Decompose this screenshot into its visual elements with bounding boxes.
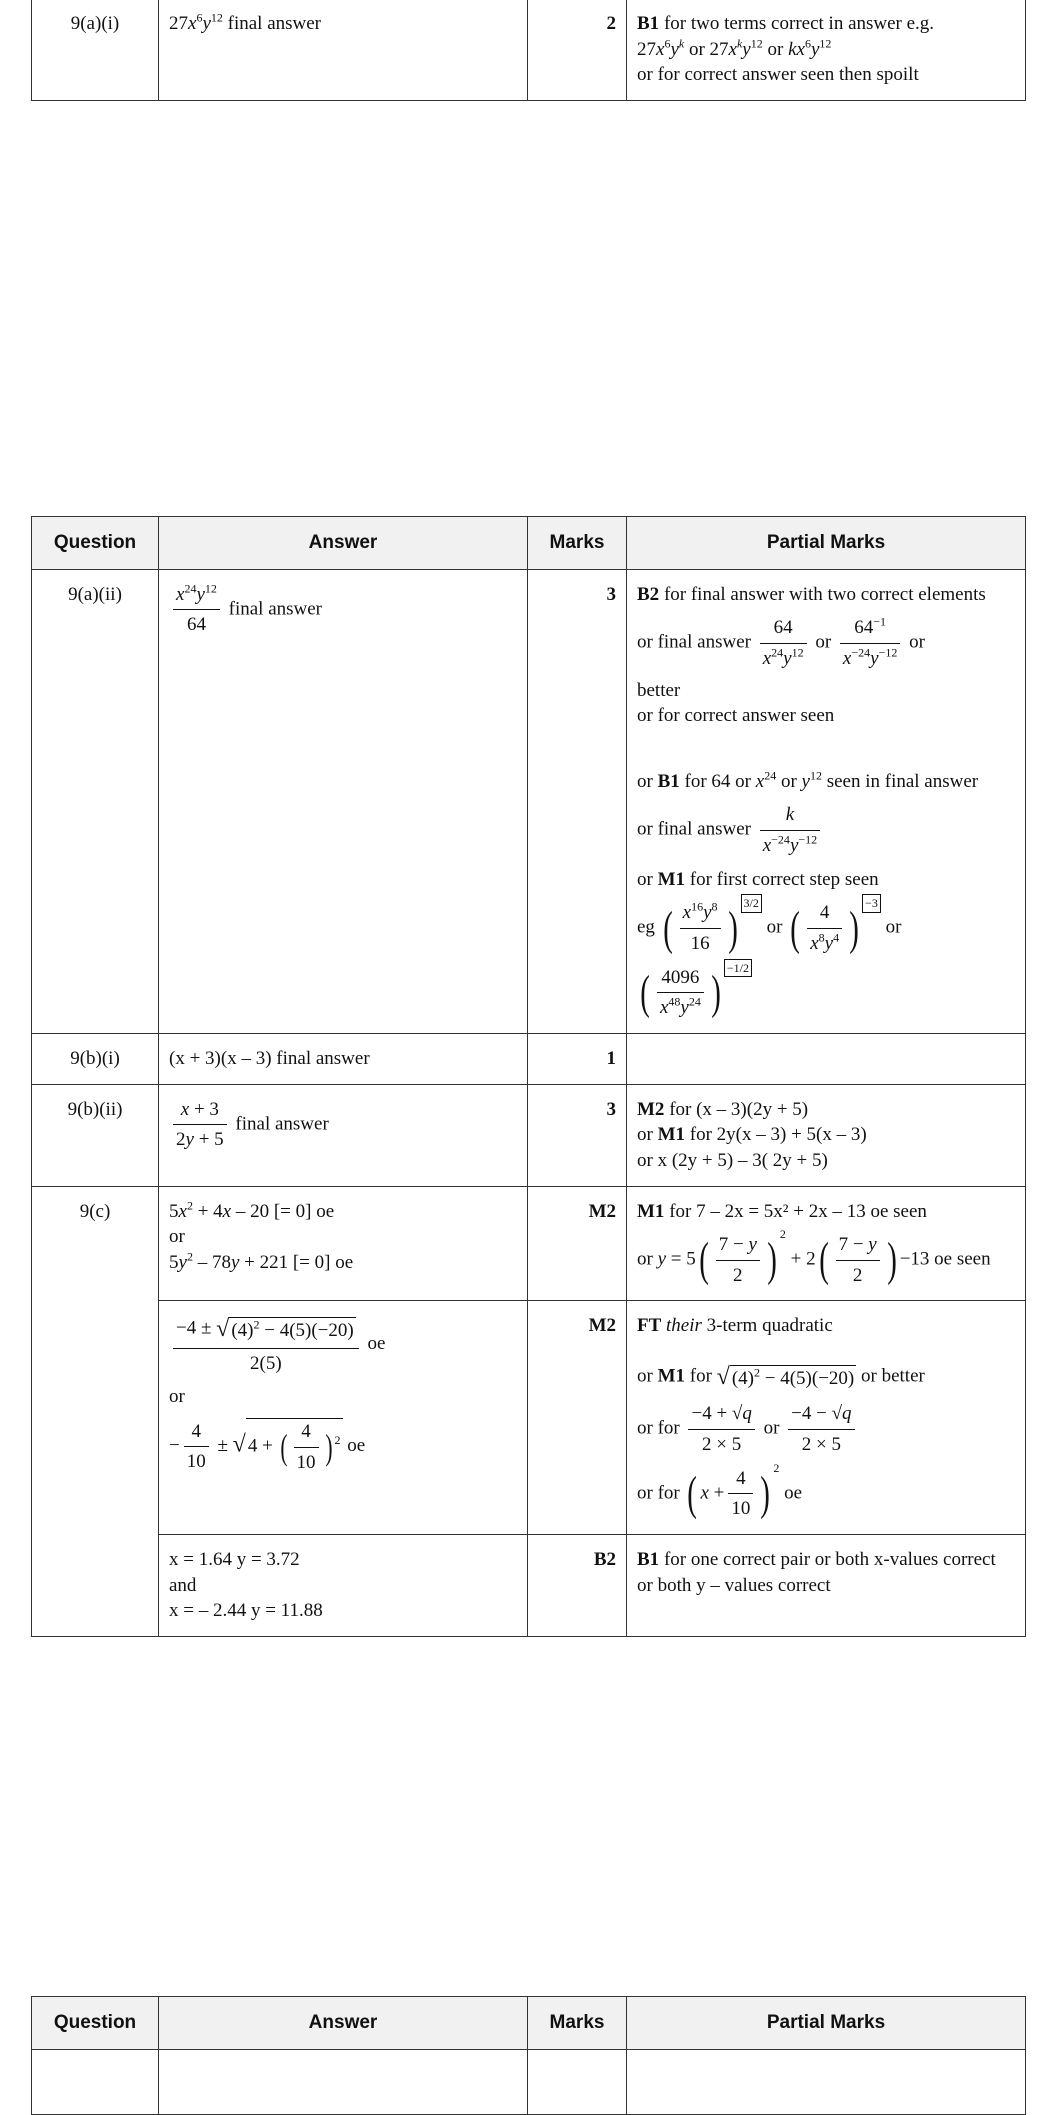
marks-cell: 1: [528, 1033, 627, 1084]
marks-cell: B2: [528, 1535, 627, 1637]
partial-marks-cell: FT their 3-term quadratic or M1 for √ $(4)^2 - 4(5)(-20)$ or better or for $\frac{-4 + √q}{2 \times 5}$ or $\frac{-4 - √q}{2 \times 5}$ or for ( x + $\frac{4}{10}$ ) 2 oe: [627, 1301, 1026, 1535]
header-partial-marks: Partial Marks: [627, 1997, 1026, 2050]
header-partial-marks: Partial Marks: [627, 517, 1026, 570]
answer-cell: $\frac{x + 3}{2y + 5}$ final answer: [159, 1084, 528, 1186]
question-cell: 9(b)(ii): [32, 1084, 159, 1186]
table-row: [32, 1301, 1026, 1535]
partial-marks-cell: M2 for (x – 3)(2y + 5) or M1 for 2y(x – 3) + 5(x – 3) or x (2y + 5) – 3( 2y + 5): [627, 1084, 1026, 1186]
marks-cell: M2: [528, 1186, 627, 1301]
header-marks: Marks: [528, 1997, 627, 2050]
answer-text: final answer: [227, 13, 322, 34]
marks-cell: 3: [528, 1084, 627, 1186]
answer-cell: $\frac{x^{24}y^{12}}{64}$ final answer: [159, 569, 528, 1033]
marks-cell: 2: [528, 0, 627, 100]
answer-cell: $\frac{-4 \pm √ (4)^2 - 4(5)(-20)}{2(5)}$ oe or − $\frac{4}{10}$ ± √ 4 + ( $\frac{4}{10}$ ) $^2$ oe: [159, 1301, 528, 1535]
table-row: [32, 0, 1026, 100]
table-row: [32, 1033, 1026, 1084]
header-answer: Answer: [159, 517, 528, 570]
marks-table-main: [31, 516, 1026, 1637]
marks-cell: M2: [528, 1301, 627, 1535]
question-cell: 9(a)(ii): [32, 569, 159, 1033]
partial-marks-cell: [627, 1033, 1026, 1084]
question-cell: 9(c): [32, 1186, 159, 1636]
marks-table-top: [31, 0, 1026, 101]
header-question: Question: [32, 517, 159, 570]
partial-marks-cell: B1 for one correct pair or both x-values correct or both y – values correct: [627, 1535, 1026, 1637]
header-answer: Answer: [159, 1997, 528, 2050]
answer-cell: x = 1.64 y = 3.72 and x = – 2.44 y = 11.88: [159, 1535, 528, 1637]
table-row: [32, 1084, 1026, 1186]
table-header-row: [32, 1997, 1026, 2050]
table-row: [32, 1535, 1026, 1637]
table-row: [32, 569, 1026, 1033]
question-cell: 9(b)(i): [32, 1033, 159, 1084]
question-cell: 9(a)(i): [32, 0, 159, 100]
answer-cell: $5x^2 + 4x - 20$ [= 0] oe or $5y^2 - 78y + 221$ [= 0] oe: [159, 1186, 528, 1301]
header-question: Question: [32, 1997, 159, 2050]
marks-cell: 3: [528, 569, 627, 1033]
table-header-row: [32, 517, 1026, 570]
answer-cell: $27x^6y^{12}$ final answer: [159, 0, 528, 100]
partial-marks-cell: M1 for 7 – 2x = 5x² + 2x – 13 oe seen or y = 5( $\frac{7 - y}{2}$ ) 2 + 2( $\frac{7 - y}{2}$ ) −13 oe seen: [627, 1186, 1026, 1301]
header-marks: Marks: [528, 517, 627, 570]
partial-marks-cell: B2 for final answer with two correct elements or final answer $\frac{64}{x^{24}y^{12}}$ or $\frac{64^{-1}}{x^{-24}y^{-12}}$ or better or for correct answer seen or B1 for 64 or $x^{24}$ or $y^{12}$ seen in final answer or final answer $\frac{k}{x^{-24}y^{-12}}$ or M1 for first correct step seen eg ( $\frac{x^{16}y^8}{16}$ ) 3/2 or ( $\frac{4}{x^8y^4}$ ) −3 or ( $\frac{4096}{x^{48}y^{24}}$ ) −1/2: [627, 569, 1026, 1033]
answer-cell: (x + 3)(x – 3) final answer: [159, 1033, 528, 1084]
partial-marks-cell: B1 for two terms correct in answer e.g. $27x^6y^k$ or $27x^ky^{12}$ or $kx^6y^{12}$ or for correct answer seen then spoilt: [627, 0, 1026, 100]
table-row: [32, 1186, 1026, 1301]
marks-table-bottom: [31, 1996, 1026, 2115]
